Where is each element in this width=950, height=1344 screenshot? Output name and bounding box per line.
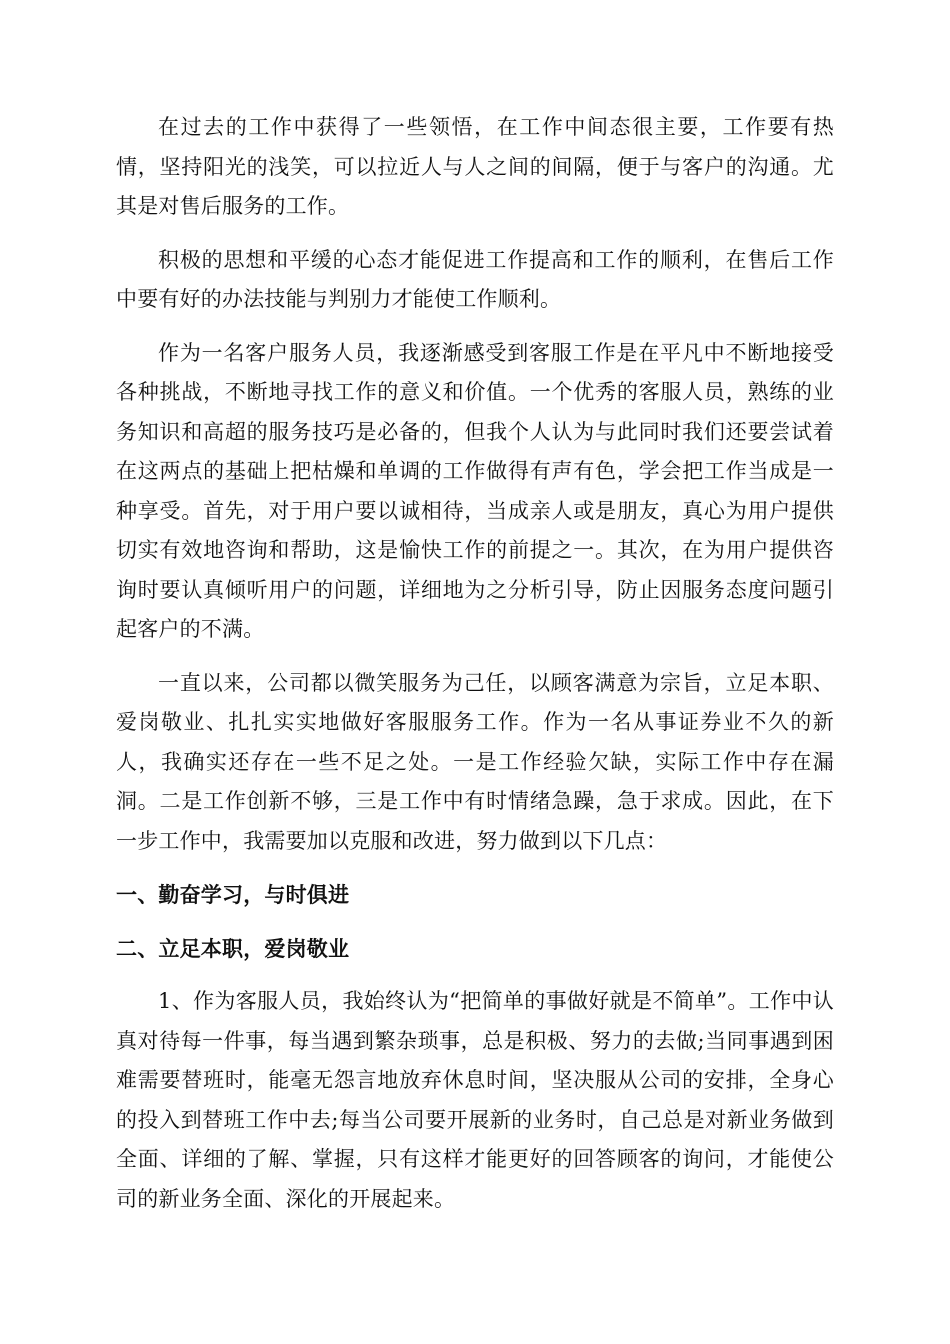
paragraph-spacer	[116, 968, 834, 982]
section-heading-2: 二、立足本职，爱岗敬业	[116, 935, 350, 961]
paragraph-spacer	[116, 915, 834, 929]
section-heading-1: 一、勤奋学习，与时俱进	[116, 882, 350, 907]
paragraph-3: 作为一名客户服务人员，我逐渐感受到客服工作是在平凡中不断地接受各种挑战，不断地寻找工作的意义和价值。一个优秀的客服人员，熟练的业务知识和高超的服务技巧是必备的，但我个人认为与此同时我们还要尝试着在这两点的基础上把枯燥和单调的工作做得有声有色，学会把工作当成是一种享受。首先，对于用户要以诚相待，当成亲人或是朋友，真心为用户提供切实有效地咨询和帮助，这是愉快工作的前提之一。其次，在为用户提供咨询时要认真倾听用户的问题，详细地为之分析引导，防止因服务态度问题引起客户的不满。	[116, 340, 834, 641]
paragraph-5: 1、作为客服人员，我始终认为“把简单的事做好就是不简单”。工作中认真对待每一件事，每当遇到繁杂琐事，总是积极、努力的去做;当同事遇到困难需要替班时，能毫无怨言地放弃休息时间，坚决服从公司的安排，全身心的投入到替班工作中去;每当公司要开展新的业务时，自己总是对新业务做到全面、详细的了解、掌握，只有这样才能更好的回答顾客的询问，才能使公司的新业务全面、深化的开展起来。	[116, 989, 834, 1211]
paragraph-spacer	[116, 227, 834, 241]
paragraph-1: 在过去的工作中获得了一些领悟，在工作中间态很主要，工作要有热情，坚持阳光的浅笑，可以拉近人与人之间的间隔，便于与客户的沟通。尤其是对售后服务的工作。	[116, 115, 834, 218]
paragraph-spacer	[116, 861, 834, 875]
paragraph-2: 积极的思想和平缓的心态才能促进工作提高和工作的顺利，在售后工作中要有好的办法技能与判别力才能使工作顺利。	[116, 247, 834, 311]
document-page	[116, 108, 834, 1219]
paragraph-spacer	[116, 320, 834, 334]
paragraph-4: 一直以来，公司都以微笑服务为己任，以顾客满意为宗旨，立足本职、爱岗敬业、扎扎实实地做好客服服务工作。作为一名从事证券业不久的新人，我确实还存在一些不足之处。一是工作经验欠缺，实际工作中存在漏洞。二是工作创新不够，三是工作中有时情绪急躁，急于求成。因此，在下一步工作中，我需要加以克服和改进，努力做到以下几点：	[116, 670, 834, 853]
paragraph-spacer	[116, 650, 834, 664]
